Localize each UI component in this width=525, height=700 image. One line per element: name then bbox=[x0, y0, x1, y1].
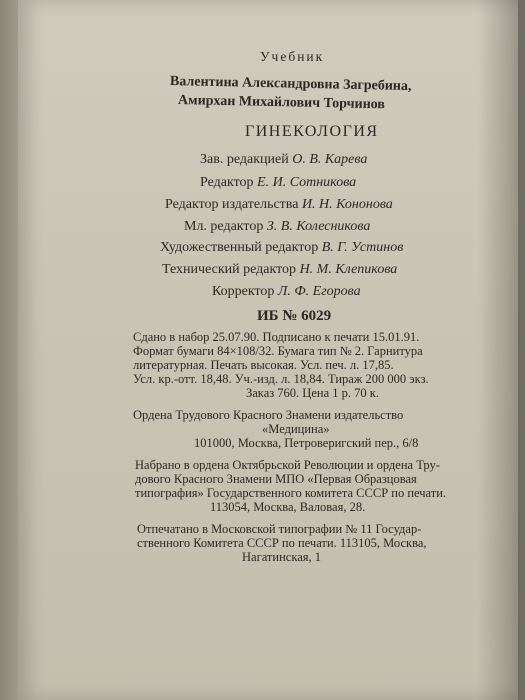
author-line-1: Валентина Александровна Загребина, bbox=[169, 74, 412, 95]
typeset-line: Набрано в ордена Октябрьской Революции и ордена Тру- bbox=[135, 458, 440, 472]
page-shadow bbox=[478, 0, 518, 700]
printed-line: ственного Комитета СССР по печати. 113105, Москва, bbox=[137, 536, 427, 550]
publisher-line: Ордена Трудового Красного Знамени издательство bbox=[133, 408, 404, 422]
printing-info-line: Усл. кр.-отт. 18,48. Уч.-изд. л. 18,84. Тираж 200 000 экз. bbox=[133, 372, 429, 386]
book-title: ГИНЕКОЛОГИЯ bbox=[245, 123, 379, 140]
ib-number: ИБ № 6029 bbox=[257, 308, 332, 324]
typeset-line: 113054, Москва, Валовая, 28. bbox=[210, 500, 366, 514]
staff-line: Редактор издательства И. Н. Кононова bbox=[165, 197, 393, 212]
staff-line: Мл. редактор З. В. Колесникова bbox=[184, 219, 371, 234]
staff-line: Художественный редактор В. Г. Устинов bbox=[160, 240, 404, 255]
printed-line: Нагатинская, 1 bbox=[242, 550, 321, 564]
staff-line: Зав. редакцией О. В. Карева bbox=[200, 152, 368, 167]
publisher-line: «Медицина» bbox=[262, 422, 330, 436]
staff-line: Корректор Л. Ф. Егорова bbox=[212, 284, 361, 299]
printing-info-line: литературная. Печать высокая. Усл. печ. л. 17,85. bbox=[133, 358, 394, 372]
publisher-line: 101000, Москва, Петроверигский пер., 6/8 bbox=[194, 436, 419, 450]
printing-info-line: Заказ 760. Цена 1 р. 70 к. bbox=[246, 386, 379, 400]
printing-info-line: Сдано в набор 25.07.90. Подписано к печати 15.01.91. bbox=[133, 330, 420, 344]
typeset-line: типография» Государственного комитета СССР по печати. bbox=[135, 486, 447, 500]
author-line-2: Амирхан Михайлович Торчинов bbox=[177, 93, 386, 113]
printing-info-line: Формат бумаги 84×108/32. Бумага тип № 2. Гарнитура bbox=[133, 344, 423, 358]
staff-line: Технический редактор Н. М. Клепикова bbox=[162, 262, 398, 277]
staff-line: Редактор Е. И. Сотникова bbox=[200, 175, 357, 190]
printed-line: Отпечатано в Московской типографии № 11 Государ- bbox=[137, 522, 422, 536]
typeset-line: дового Красного Знамени МПО «Первая Образцовая bbox=[135, 472, 417, 486]
book-type-label: Учебник bbox=[260, 49, 325, 64]
